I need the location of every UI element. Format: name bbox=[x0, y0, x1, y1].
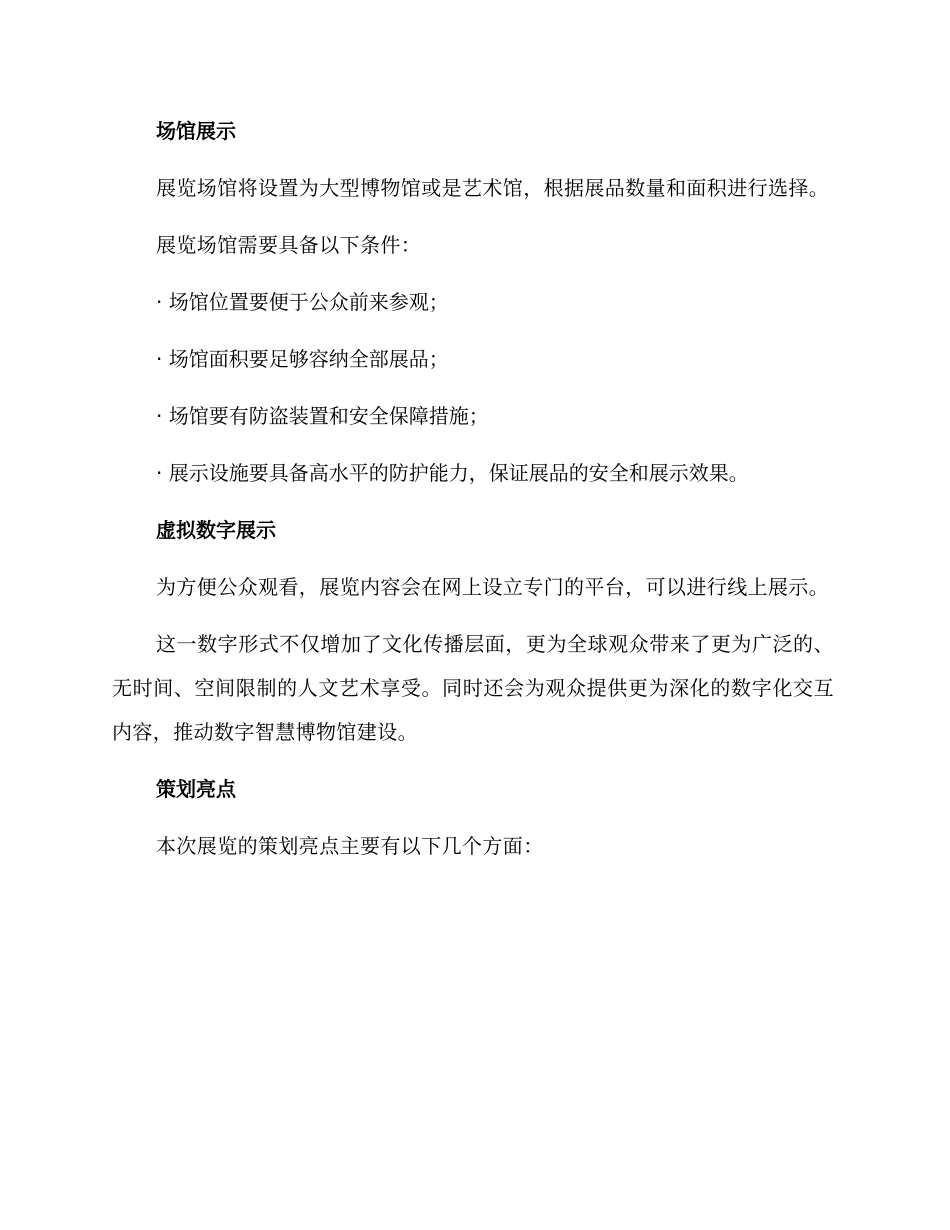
bullet-item: · 场馆位置要便于公众前来参观； bbox=[156, 290, 449, 314]
paragraph-digital-detail: 这一数字形式不仅增加了文化传播层面，更为全球观众带来了更为广泛的、无时间、空间限制的人文艺术享受。同时还会为观众提供更为深化的数字化交互内容，推动数字智慧博物馆建设。 bbox=[112, 632, 834, 744]
paragraph-venue-conditions: 展览场馆需要具备以下条件： bbox=[156, 233, 422, 257]
bullet-item: · 展示设施要具备高水平的防护能力，保证展品的安全和展示效果。 bbox=[156, 461, 749, 485]
bullet-item: · 场馆要有防盗装置和安全保障措施； bbox=[156, 404, 489, 428]
paragraph-venue-intro: 展览场馆将设置为大型博物馆或是艺术馆，根据展品数量和面积进行选择。 bbox=[156, 176, 830, 200]
section-heading-highlights: 策划亮点 bbox=[156, 777, 236, 801]
paragraph-highlights-intro: 本次展览的策划亮点主要有以下几个方面： bbox=[156, 834, 544, 858]
paragraph-digital-intro: 为方便公众观看，展览内容会在网上设立专门的平台，可以进行线上展示。 bbox=[156, 575, 830, 599]
bullet-item: · 场馆面积要足够容纳全部展品； bbox=[156, 347, 449, 371]
section-heading-venue: 场馆展示 bbox=[156, 119, 236, 143]
section-heading-digital: 虚拟数字展示 bbox=[156, 518, 276, 542]
document-body bbox=[112, 109, 834, 881]
